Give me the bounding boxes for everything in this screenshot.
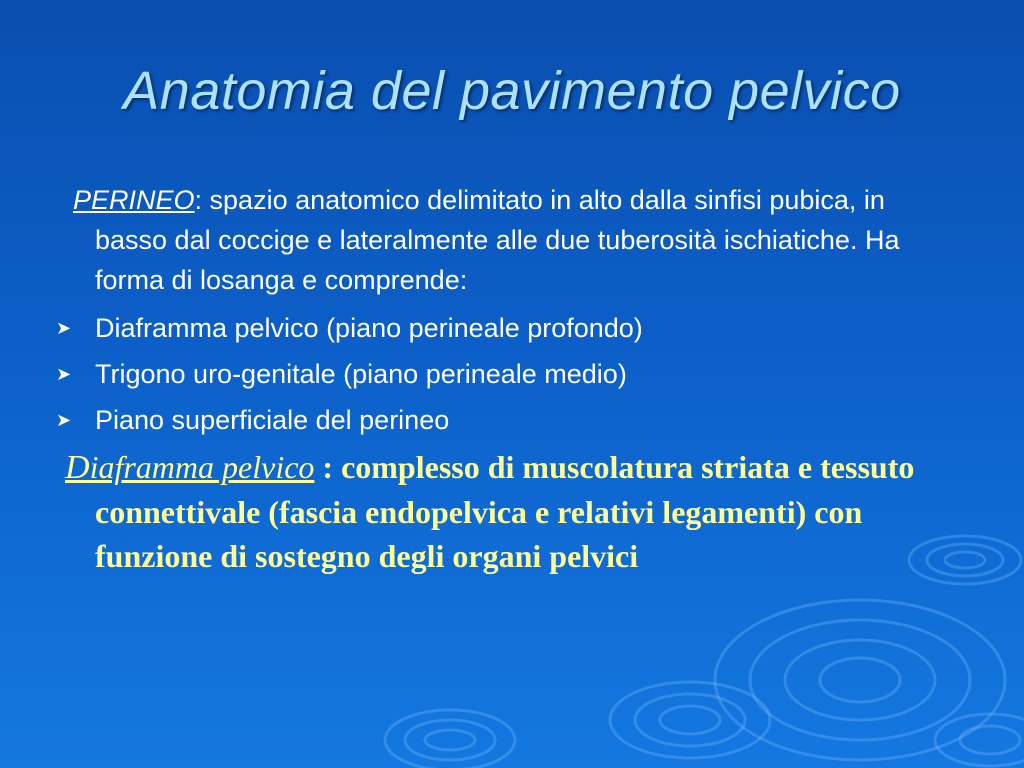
diaframma-definition: : complesso di muscolatura striata e tessuto connettivale (fascia endopelvica e relativi legamenti) con funzione di sostegno degli organi pelvici — [95, 449, 915, 574]
diaframma-term — [65, 449, 314, 485]
arrowhead-icon: ➤ — [56, 410, 72, 430]
diaframma-term-initial: D — [65, 449, 90, 486]
list-item-text: Trigono uro-genitale (piano perineale medio) — [95, 359, 627, 389]
arrowhead-icon: ➤ — [56, 318, 72, 338]
perineo-paragraph — [60, 180, 940, 300]
list-item — [56, 354, 940, 394]
diaframma-paragraph — [60, 445, 940, 578]
perineo-term: PERINEO — [73, 185, 195, 215]
list-item — [56, 400, 940, 440]
slide-title: Anatomia del pavimento pelvico — [123, 61, 901, 121]
list-item-text: Piano superficiale del perineo — [95, 405, 450, 435]
diaframma-term-rest: iaframma pelvico — [89, 449, 315, 485]
slide-body — [56, 180, 940, 578]
arrowhead-icon: ➤ — [56, 364, 72, 384]
list-item — [56, 308, 940, 348]
perineo-definition: : spazio anatomico delimitato in alto dalla sinfisi pubica, in basso dal coccige e lateralmente alle due tuberosità ischiatiche. Ha forma di losanga e comprende: — [95, 185, 900, 295]
list-item-text: Diaframma pelvico (piano perineale profondo) — [95, 313, 643, 343]
